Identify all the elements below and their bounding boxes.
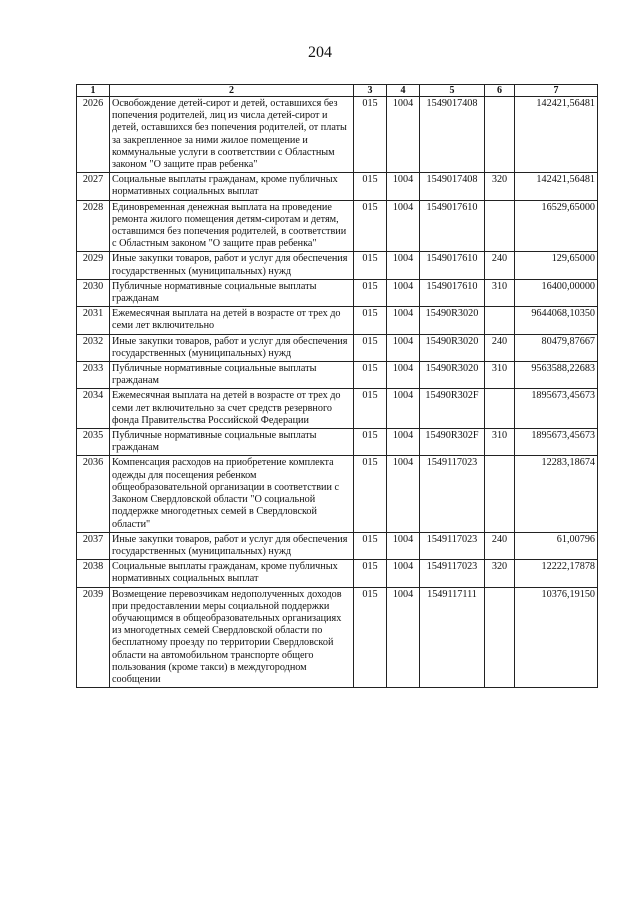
section-code-cell: 1004 [387,456,420,532]
table-row [77,587,598,688]
page-number: 204 [308,44,332,61]
ministry-code-cell: 015 [354,362,387,389]
section-code-cell: 1004 [387,587,420,688]
expense-type-cell [485,200,515,252]
amount-cell: 142421,56481 [515,173,598,200]
expense-name-cell: Ежемесячная выплата на детей в возрасте от трех до семи лет включительно [110,307,354,334]
target-article-cell: 1549017408 [420,173,485,200]
table-row [77,560,598,587]
target-article-cell: 15490R302F [420,389,485,429]
ministry-code-cell: 015 [354,252,387,279]
section-code-cell: 1004 [387,279,420,306]
ministry-code-cell: 015 [354,532,387,559]
row-number-cell: 2027 [77,173,110,200]
table-row [77,279,598,306]
row-number-cell: 2034 [77,389,110,429]
expense-name-cell: Публичные нормативные социальные выплаты гражданам [110,362,354,389]
section-code-cell: 1004 [387,200,420,252]
header-row [77,85,598,97]
header-col-7: 7 [515,85,598,97]
section-code-cell: 1004 [387,334,420,361]
budget-table [76,84,598,688]
section-code-cell: 1004 [387,389,420,429]
target-article-cell: 1549017610 [420,200,485,252]
expense-name-cell: Освобождение детей-сирот и детей, оставшихся без попечения родителей, лиц из числа детей-сирот и детей, оставшихся без попечения родителей, от платы за закрепленное за ними жилое помещение и коммунальные услуги в соответствии с Областным законом "О защите прав ребенка" [110,97,354,173]
expense-type-cell: 320 [485,173,515,200]
amount-cell: 9644068,10350 [515,307,598,334]
section-code-cell: 1004 [387,560,420,587]
table-row [77,429,598,456]
expense-name-cell: Компенсация расходов на приобретение комплекта одежды для посещения ребенком общеобразовательной организации в соответствии с Законом Свердловской области "О социальной поддержке многодетных семей в Свердловской области" [110,456,354,532]
section-code-cell: 1004 [387,429,420,456]
ministry-code-cell: 015 [354,389,387,429]
table-row [77,97,598,173]
amount-cell: 12283,18674 [515,456,598,532]
amount-cell: 129,65000 [515,252,598,279]
ministry-code-cell: 015 [354,200,387,252]
ministry-code-cell: 015 [354,456,387,532]
header-col-6: 6 [485,85,515,97]
row-number-cell: 2036 [77,456,110,532]
header-col-2: 2 [110,85,354,97]
expense-type-cell [485,389,515,429]
ministry-code-cell: 015 [354,279,387,306]
expense-type-cell: 320 [485,560,515,587]
section-code-cell: 1004 [387,97,420,173]
expense-type-cell [485,97,515,173]
header-col-5: 5 [420,85,485,97]
ministry-code-cell: 015 [354,560,387,587]
row-number-cell: 2038 [77,560,110,587]
table-row [77,334,598,361]
amount-cell: 1895673,45673 [515,389,598,429]
row-number-cell: 2030 [77,279,110,306]
row-number-cell: 2028 [77,200,110,252]
row-number-cell: 2026 [77,97,110,173]
section-code-cell: 1004 [387,307,420,334]
expense-type-cell: 310 [485,279,515,306]
table-row [77,362,598,389]
expense-type-cell [485,587,515,688]
target-article-cell: 1549117023 [420,456,485,532]
expense-type-cell: 240 [485,334,515,361]
amount-cell: 12222,17878 [515,560,598,587]
target-article-cell: 15490R3020 [420,334,485,361]
header-col-4: 4 [387,85,420,97]
expense-type-cell [485,307,515,334]
expense-type-cell [485,456,515,532]
table-body [77,97,598,688]
table-row [77,307,598,334]
row-number-cell: 2037 [77,532,110,559]
target-article-cell: 1549117111 [420,587,485,688]
amount-cell: 1895673,45673 [515,429,598,456]
target-article-cell: 15490R3020 [420,307,485,334]
header-col-1: 1 [77,85,110,97]
target-article-cell: 1549117023 [420,532,485,559]
expense-type-cell: 240 [485,252,515,279]
target-article-cell: 15490R302F [420,429,485,456]
expense-name-cell: Иные закупки товаров, работ и услуг для обеспечения государственных (муниципальных) нужд [110,334,354,361]
amount-cell: 10376,19150 [515,587,598,688]
expense-type-cell: 310 [485,362,515,389]
section-code-cell: 1004 [387,252,420,279]
expense-name-cell: Иные закупки товаров, работ и услуг для обеспечения государственных (муниципальных) нужд [110,252,354,279]
target-article-cell: 1549017610 [420,252,485,279]
table-row [77,252,598,279]
amount-cell: 61,00796 [515,532,598,559]
amount-cell: 16529,65000 [515,200,598,252]
header-col-3: 3 [354,85,387,97]
amount-cell: 9563588,22683 [515,362,598,389]
ministry-code-cell: 015 [354,334,387,361]
amount-cell: 80479,87667 [515,334,598,361]
ministry-code-cell: 015 [354,429,387,456]
ministry-code-cell: 015 [354,307,387,334]
row-number-cell: 2031 [77,307,110,334]
table-row [77,456,598,532]
table-row [77,200,598,252]
amount-cell: 16400,00000 [515,279,598,306]
ministry-code-cell: 015 [354,587,387,688]
section-code-cell: 1004 [387,362,420,389]
expense-type-cell: 310 [485,429,515,456]
section-code-cell: 1004 [387,532,420,559]
table-row [77,389,598,429]
table-row [77,532,598,559]
expense-name-cell: Социальные выплаты гражданам, кроме публичных нормативных социальных выплат [110,560,354,587]
expense-name-cell: Единовременная денежная выплата на проведение ремонта жилого помещения детям-сиротам и детям, оставшимся без попечения родителей, в соответствии с Областным законом "О защите прав ребенка" [110,200,354,252]
table-row [77,173,598,200]
row-number-cell: 2032 [77,334,110,361]
target-article-cell: 1549117023 [420,560,485,587]
expense-name-cell: Публичные нормативные социальные выплаты гражданам [110,429,354,456]
target-article-cell: 1549017408 [420,97,485,173]
amount-cell: 142421,56481 [515,97,598,173]
ministry-code-cell: 015 [354,97,387,173]
expense-name-cell: Публичные нормативные социальные выплаты гражданам [110,279,354,306]
target-article-cell: 15490R3020 [420,362,485,389]
expense-name-cell: Социальные выплаты гражданам, кроме публичных нормативных социальных выплат [110,173,354,200]
expense-name-cell: Ежемесячная выплата на детей в возрасте от трех до семи лет включительно за счет средств резервного фонда Правительства Российской Федерации [110,389,354,429]
ministry-code-cell: 015 [354,173,387,200]
row-number-cell: 2039 [77,587,110,688]
expense-name-cell: Иные закупки товаров, работ и услуг для обеспечения государственных (муниципальных) нужд [110,532,354,559]
row-number-cell: 2035 [77,429,110,456]
row-number-cell: 2029 [77,252,110,279]
expense-type-cell: 240 [485,532,515,559]
section-code-cell: 1004 [387,173,420,200]
expense-name-cell: Возмещение перевозчикам недополученных доходов при предоставлении меры социальной поддержки обучающимся в общеобразовательных организациях из многодетных семей Свердловской области по бесплатному проезду по территории Свердловской области на автомобильном транспорте общего пользования (кроме такси) в междугородном сообщении [110,587,354,688]
row-number-cell: 2033 [77,362,110,389]
target-article-cell: 1549017610 [420,279,485,306]
